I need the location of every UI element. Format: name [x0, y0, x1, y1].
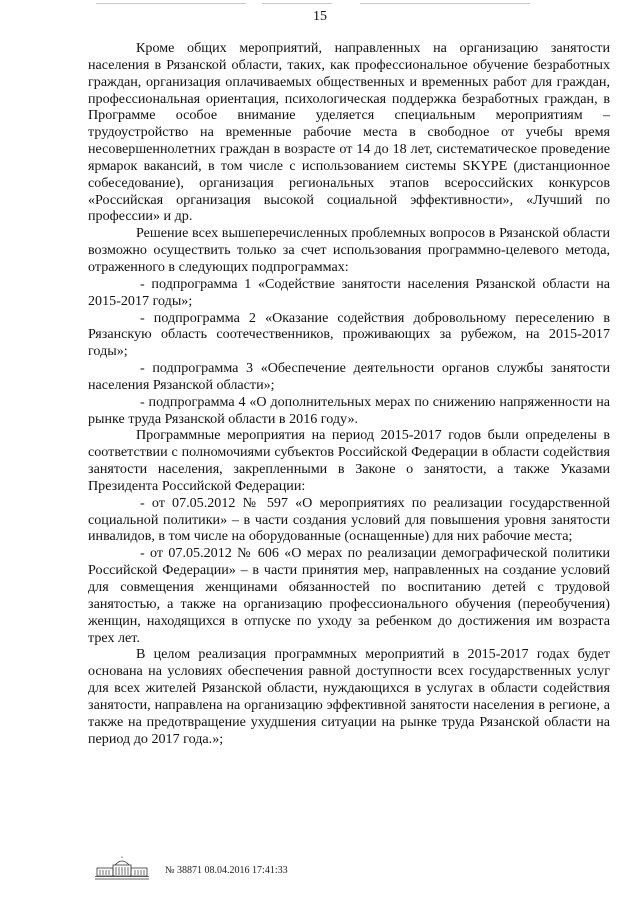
scan-edge-line: [262, 3, 332, 4]
paragraph-program-method: Решение всех вышеперечисленных проблемных вопросов в Рязанской области возможно осуществить только за счет использования программно-целевого метода, отраженного в следующих подпрограммах:: [88, 225, 610, 275]
registration-footer: [93, 856, 288, 882]
scan-edge-line: [360, 3, 530, 4]
registration-reference: № 38871 08.04.2016 17:41:33: [165, 865, 288, 876]
list-item-decree-606: - от 07.05.2012 № 606 «О мерах по реализации демографической политики Российской Федерации» – в части принятия мер, направленных на создание условий для совмещения женщинами обязанностей по воспитанию детей с трудовой занятостью, а также на организацию профессионального обучения (переобучения) женщин, находящихся в отпуске по уходу за ребенком до достижения им возраста трех лет.: [88, 545, 610, 646]
building-stamp-icon: [93, 856, 151, 882]
list-item-subprogram-2: - подпрограмма 2 «Оказание содействия добровольному переселению в Рязанскую область соотечественников, проживающих за рубежом, на 2015-2017 годы»;: [88, 309, 610, 360]
list-item-subprogram-3: - подпрограмма 3 «Обеспечение деятельности органов службы занятости населения Рязанской области»;: [88, 360, 610, 393]
list-item-subprogram-1: - подпрограмма 1 «Содействие занятости населения Рязанской области на 2015-2017 годы»;: [88, 275, 610, 309]
list-item-subprogram-4: - подпрограмма 4 «О дополнительных мерах по снижению напряженности на рынке труда Рязанской области в 2016 году».: [88, 393, 610, 427]
scan-edge-line: [96, 3, 246, 4]
paragraph-program-measures: Программные мероприятия на период 2015-2017 годов были определены в соответствии с полномочиями субъектов Российской Федерации в области содействия занятости населения, закрепленными в Законе о занятости, а также Указами Президента Российской Федерации:: [88, 427, 610, 494]
paragraph-conclusion: В целом реализация программных мероприятий в 2015-2017 годах будет основана на условиях обеспечения равной доступности всех государственных услуг для всех жителей Рязанской области, нуждающихся в услугах в области содействия занятости, направлена на организацию эффективной занятости населения в регионе, а также на предотвращение ухудшения ситуации на рынке труда Рязанской области на период до 2017 года.»;: [88, 646, 610, 747]
paragraph-intro: Кроме общих мероприятий, направленных на организацию занятости населения в Рязанской области, таких, как профессиональное обучение безработных граждан, организация оплачиваемых общественных и временных работ для граждан, профессиональная ориентация, психологическая поддержка безработных граждан, в Программе особое внимание уделяется специальным мероприятиям – трудоустройство на временные рабочие места в свободное от учебы время несовершеннолетних граждан в возрасте от 14 до 18 лет, систематическое проведение ярмарок вакансий, в том числе с использованием системы SKYPE (дистанционное собеседование), организация региональных этапов всероссийских конкурсов «Российская организация высокой социальной эффективности», «Лучший по профессии» и др.: [88, 40, 610, 225]
list-item-decree-597: - от 07.05.2012 № 597 «О мероприятиях по реализации государственной социальной политики» – в части создания условий для повышения уровня занятости инвалидов, в том числе на оборудованные (оснащенные) для них рабочие места;: [88, 494, 610, 545]
document-body: [88, 40, 610, 747]
page-number: 15: [313, 9, 327, 24]
